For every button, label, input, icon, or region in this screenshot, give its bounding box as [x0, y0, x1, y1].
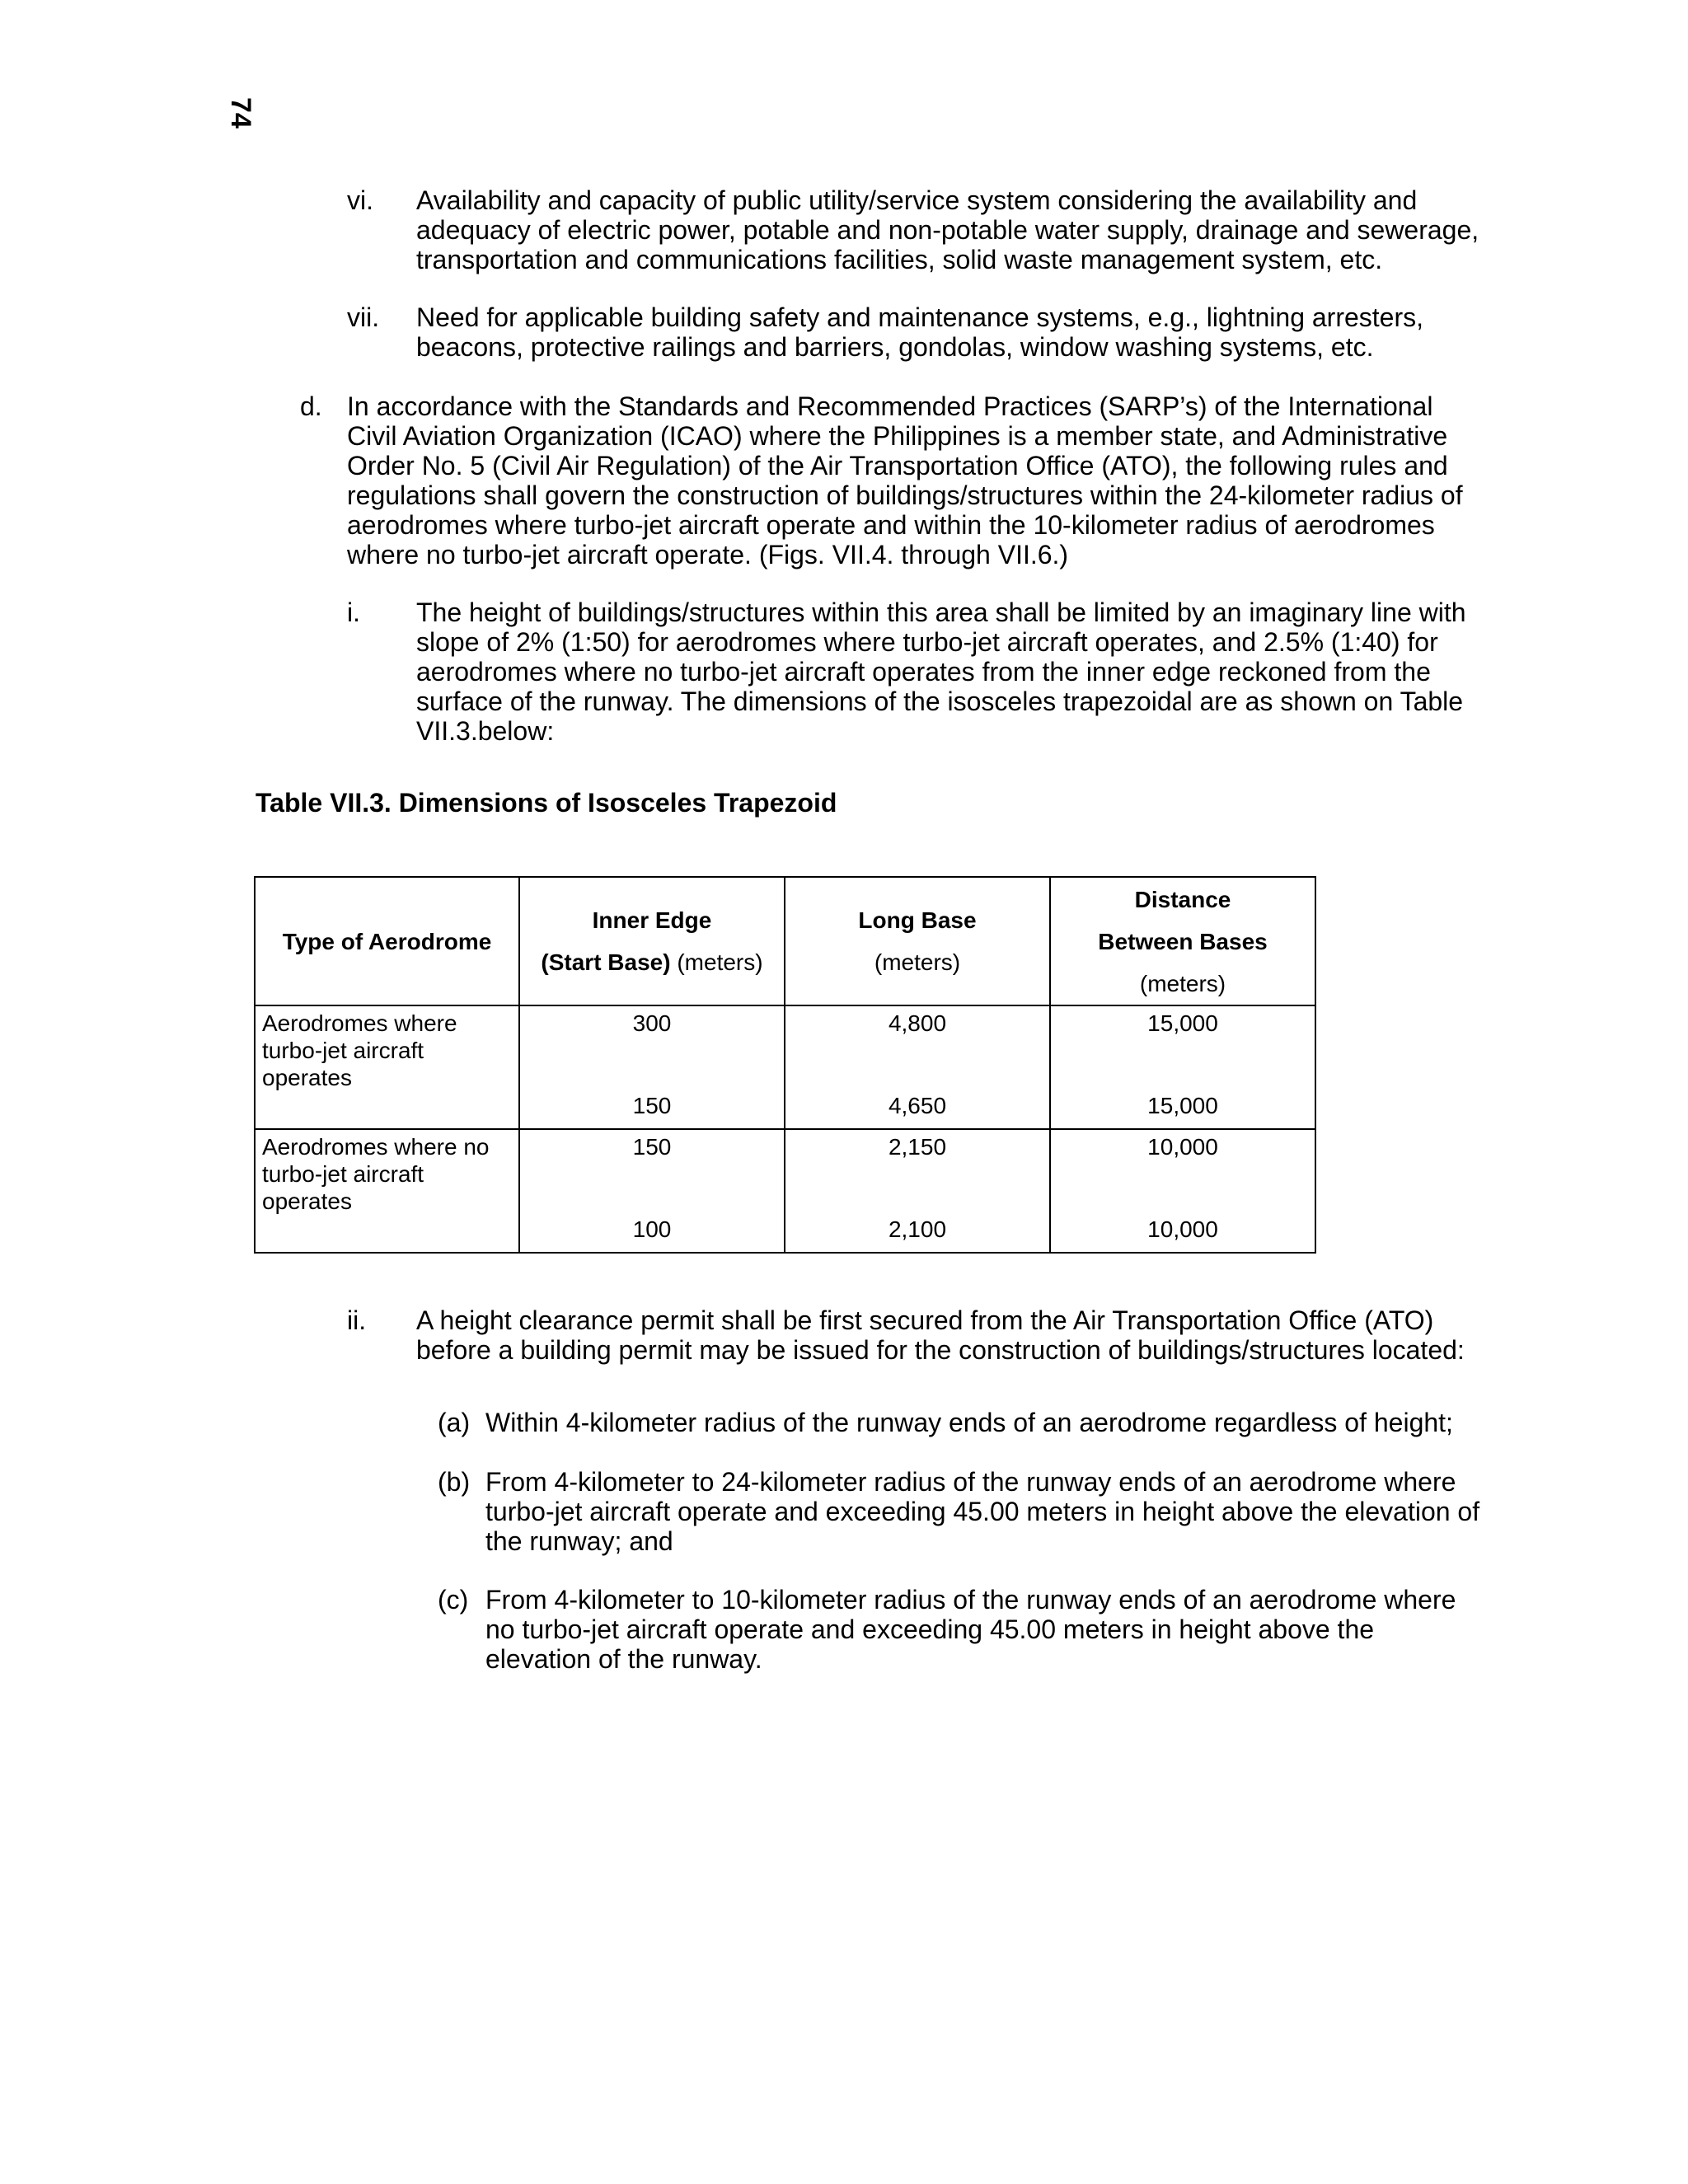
cell-text-line: operates — [262, 1188, 352, 1214]
header-label: Between Bases — [1098, 928, 1268, 954]
text-line: VII.3.below: — [416, 716, 555, 746]
cell-value: 150 — [632, 1134, 672, 1160]
header-distance-between-bases — [1050, 877, 1315, 1005]
text-line: Order No. 5 (Civil Air Regulation) of the Air Transportation Office (ATO), the following rules and — [347, 451, 1448, 480]
text-line: adequacy of electric power, potable and non-potable water supply, drainage and sewerage, — [416, 215, 1479, 245]
list-marker: (c) — [438, 1585, 469, 1615]
cell-value: 15,000 — [1147, 1010, 1218, 1036]
text-line: Civil Aviation Organization (ICAO) where the Philippines is a member state, and Administrative — [347, 421, 1448, 451]
cell-value: 150 — [632, 1093, 672, 1118]
cell-value: 10,000 — [1147, 1216, 1218, 1242]
text-line: surface of the runway. The dimensions of the isosceles trapezoidal are as shown on Table — [416, 687, 1464, 716]
cell-text-line: turbo-jet aircraft — [262, 1161, 424, 1187]
text-line: aerodromes where turbo-jet aircraft operate and within the 10-kilometer radius of aerodromes — [347, 510, 1435, 540]
table-row — [255, 1005, 1315, 1129]
list-marker: vi. — [347, 185, 373, 215]
list-marker: vii. — [347, 302, 380, 332]
text-line: Availability and capacity of public utility/service system considering the availability and — [416, 185, 1418, 215]
text-line: turbo-jet aircraft operate and exceeding 45.00 meters in height above the elevation of — [485, 1497, 1480, 1526]
cell-long-base — [785, 1005, 1050, 1129]
dimensions-table — [254, 876, 1316, 1254]
text-line: the runway; and — [485, 1526, 673, 1556]
text-line: beacons, protective railings and barriers, gondolas, window washing systems, etc. — [416, 332, 1374, 362]
header-label: Type of Aerodrome — [282, 928, 492, 954]
list-marker: ii. — [347, 1305, 367, 1335]
cell-value: 2,150 — [888, 1134, 947, 1160]
cell-value: 2,100 — [888, 1216, 947, 1242]
list-item-text — [485, 1585, 1456, 1674]
list-item-text — [416, 302, 1448, 362]
list-item-text — [416, 598, 1466, 746]
text-line: elevation of the runway. — [485, 1644, 762, 1674]
text-line: From 4-kilometer to 10-kilometer radius of the runway ends of an aerodrome where — [485, 1585, 1456, 1615]
list-item-text — [416, 185, 1479, 274]
list-marker: (a) — [438, 1408, 471, 1437]
text-line: slope of 2% (1:50) for aerodromes where turbo-jet aircraft operates, and 2.5% (1:40) for — [416, 627, 1438, 657]
list-item-text — [416, 1305, 1465, 1365]
text-line: Need for applicable building safety and maintenance systems, e.g., lightning arresters, — [416, 302, 1424, 332]
text-line: regulations shall govern the construction of buildings/structures within the 24-kilometer radius of — [347, 480, 1463, 510]
page-number: 74 — [225, 97, 256, 129]
text-line: The height of buildings/structures within this area shall be limited by an imaginary line with — [416, 598, 1466, 627]
cell-text-line: turbo-jet aircraft — [262, 1038, 424, 1063]
cell-inner-edge — [519, 1129, 785, 1253]
cell-text-line: Aerodromes where no — [262, 1134, 490, 1160]
cell-text-line: Aerodromes where — [262, 1010, 457, 1036]
text-line: before a building permit may be issued for the construction of buildings/structures located: — [416, 1335, 1465, 1365]
list-item-text — [485, 1467, 1480, 1556]
cell-long-base — [785, 1129, 1050, 1253]
cell-value: 300 — [632, 1010, 672, 1036]
table-header-row — [255, 877, 1315, 1005]
cell-value: 10,000 — [1147, 1134, 1218, 1160]
cell-value: 4,800 — [888, 1010, 947, 1036]
list-marker: d. — [300, 391, 322, 421]
cell-value: 100 — [632, 1216, 672, 1242]
header-label: Distance — [1134, 886, 1231, 912]
list-marker: i. — [347, 598, 360, 627]
cell-inner-edge — [519, 1005, 785, 1129]
cell-value: 4,650 — [888, 1093, 947, 1118]
list-item-text — [347, 391, 1463, 569]
cell-text-line: operates — [262, 1065, 352, 1090]
cell-distance-between-bases — [1050, 1005, 1315, 1129]
header-label: Inner Edge — [592, 907, 712, 933]
text-line: transportation and communications facilities, solid waste management system, etc. — [416, 245, 1383, 274]
text-line: no turbo-jet aircraft operate and exceeding 45.00 meters in height above the — [485, 1615, 1375, 1644]
text-line: In accordance with the Standards and Recommended Practices (SARP’s) of the International — [347, 391, 1433, 421]
header-unit: (meters) — [1139, 970, 1226, 996]
cell-value: 15,000 — [1147, 1093, 1218, 1118]
text-line: From 4-kilometer to 24-kilometer radius of the runway ends of an aerodrome where — [485, 1467, 1456, 1497]
header-unit: (meters) — [874, 949, 961, 975]
table-row — [255, 1129, 1315, 1253]
header-inner-edge — [519, 877, 785, 1005]
text-line: Within 4-kilometer radius of the runway ends of an aerodrome regardless of height; — [485, 1408, 1453, 1437]
list-item-text — [485, 1408, 1453, 1437]
list-marker: (b) — [438, 1467, 471, 1497]
cell-aerodrome-type — [255, 1129, 519, 1253]
text-line: where no turbo-jet aircraft operate. (Figs. VII.4. through VII.6.) — [347, 540, 1069, 569]
cell-distance-between-bases — [1050, 1129, 1315, 1253]
header-type-of-aerodrome — [255, 877, 519, 1005]
header-long-base — [785, 877, 1050, 1005]
text-line: aerodromes where no turbo-jet aircraft operates from the inner edge reckoned from the — [416, 657, 1431, 687]
header-unit: (meters) — [670, 949, 763, 975]
header-label: (Start Base) — [541, 949, 671, 975]
text-line: A height clearance permit shall be first secured from the Air Transportation Office (ATO) — [416, 1305, 1434, 1335]
table-caption: Table VII.3. Dimensions of Isosceles Trapezoid — [256, 788, 837, 818]
header-label: Long Base — [858, 907, 977, 933]
cell-aerodrome-type — [255, 1005, 519, 1129]
